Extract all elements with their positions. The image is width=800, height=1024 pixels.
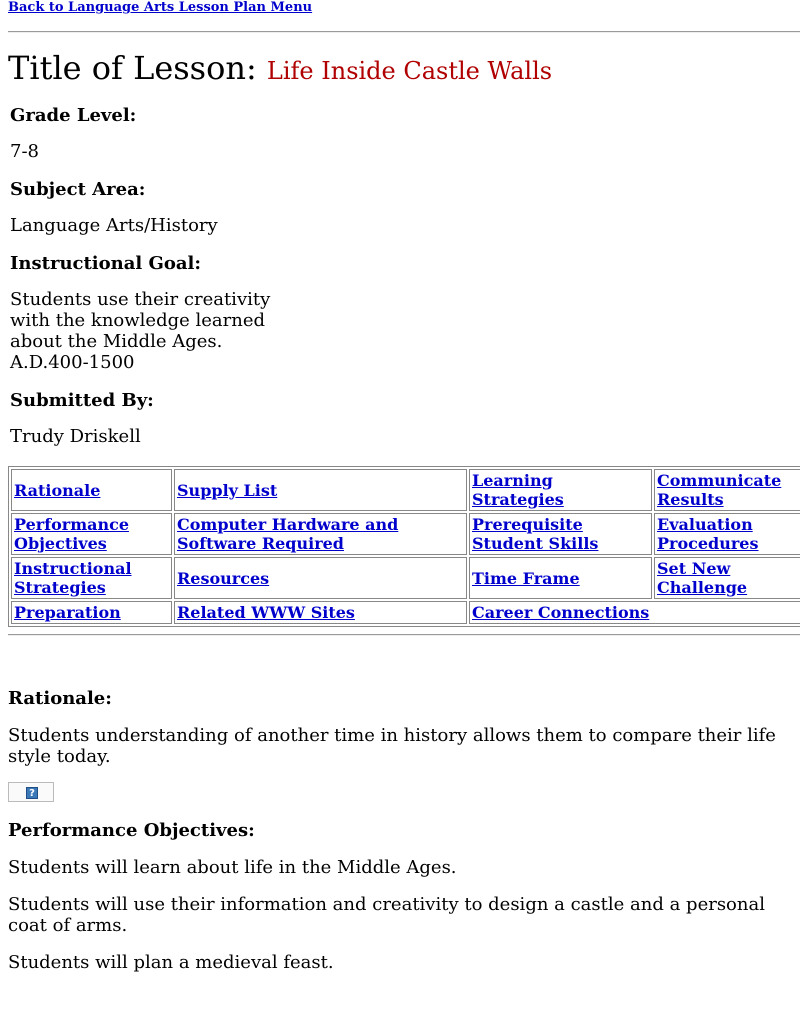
goal-line: with the knowledge learned — [10, 310, 265, 331]
nav-link-instructional-strategies[interactable]: Instructional Strategies — [14, 559, 132, 597]
nav-cell — [469, 557, 652, 599]
nav-cell — [11, 601, 172, 624]
help-icon: ? — [26, 787, 38, 799]
grade-label: Grade Level: — [10, 105, 137, 126]
nav-link-supply-list[interactable]: Supply List — [177, 480, 278, 500]
nav-link-related-www-sites[interactable]: Related WWW Sites — [177, 603, 355, 622]
table-row — [11, 601, 800, 624]
nav-cell — [469, 513, 652, 555]
nav-link-set-new-challenge[interactable]: Set New Challenge — [657, 559, 748, 597]
nav-cell — [11, 469, 172, 511]
nav-cell — [654, 513, 800, 555]
grade-value: 7-8 — [10, 141, 39, 162]
nav-link-evaluation-procedures[interactable]: Evaluation Procedures — [657, 515, 759, 553]
nav-link-career-connections[interactable]: Career Connections — [472, 603, 650, 622]
rationale-heading: Rationale: — [8, 688, 112, 709]
nav-link-performance-objectives[interactable]: Performance Objectives — [14, 515, 130, 553]
objectives-heading: Performance Objectives: — [8, 820, 255, 841]
objective-item: Students will use their information and creativity to design a castle and a personal coat of arms. — [8, 894, 765, 936]
submitted-label: Submitted By: — [10, 390, 154, 411]
nav-cell — [654, 557, 800, 599]
subject-label: Subject Area: — [10, 179, 146, 200]
goal-line: A.D.400-1500 — [10, 352, 135, 373]
nav-link-rationale[interactable]: Rationale — [14, 480, 101, 500]
nav-cell — [469, 469, 652, 511]
back-to-menu-link[interactable]: Back to Language Arts Lesson Plan Menu — [8, 0, 313, 15]
nav-cell — [654, 469, 800, 511]
section-divider — [8, 634, 800, 636]
lesson-info — [10, 104, 290, 463]
goal-label: Instructional Goal: — [10, 253, 202, 274]
table-row — [11, 469, 800, 511]
submitted-value: Trudy Driskell — [10, 426, 141, 447]
objective-item: Students will learn about life in the Middle Ages. — [8, 857, 457, 878]
nav-link-communicate-results[interactable]: Communicate Results — [657, 471, 782, 509]
table-row — [11, 513, 800, 555]
nav-link-resources[interactable]: Resources — [177, 568, 270, 588]
page-title — [8, 48, 552, 91]
nav-link-computer-hardware[interactable]: Computer Hardware and Software Required — [177, 515, 399, 553]
back-to-top-button[interactable] — [8, 782, 54, 802]
nav-cell — [11, 513, 172, 555]
title-label: Title of Lesson: — [8, 49, 257, 87]
nav-link-prerequisite-skills[interactable]: Prerequisite Student Skills — [472, 515, 599, 553]
goal-value — [10, 289, 290, 373]
lesson-name: Life Inside Castle Walls — [266, 57, 553, 85]
nav-link-learning-strategies[interactable]: Learning Strategies — [472, 471, 564, 509]
nav-cell — [11, 557, 172, 599]
nav-cell — [469, 601, 800, 624]
table-row — [11, 557, 800, 599]
nav-cell — [174, 469, 467, 511]
nav-link-time-frame[interactable]: Time Frame — [472, 568, 580, 588]
nav-cell — [174, 601, 467, 624]
rationale-text: Students understanding of another time in history allows them to compare their life style today. — [8, 725, 776, 767]
nav-link-preparation[interactable]: Preparation — [14, 603, 121, 622]
subject-value: Language Arts/History — [10, 215, 218, 236]
goal-line: Students use their creativity — [10, 289, 271, 310]
top-divider — [8, 31, 800, 33]
section-nav-table — [8, 466, 800, 627]
nav-cell — [174, 557, 467, 599]
goal-line: about the Middle Ages. — [10, 331, 223, 352]
objective-item: Students will plan a medieval feast. — [8, 952, 334, 973]
nav-cell — [174, 513, 467, 555]
